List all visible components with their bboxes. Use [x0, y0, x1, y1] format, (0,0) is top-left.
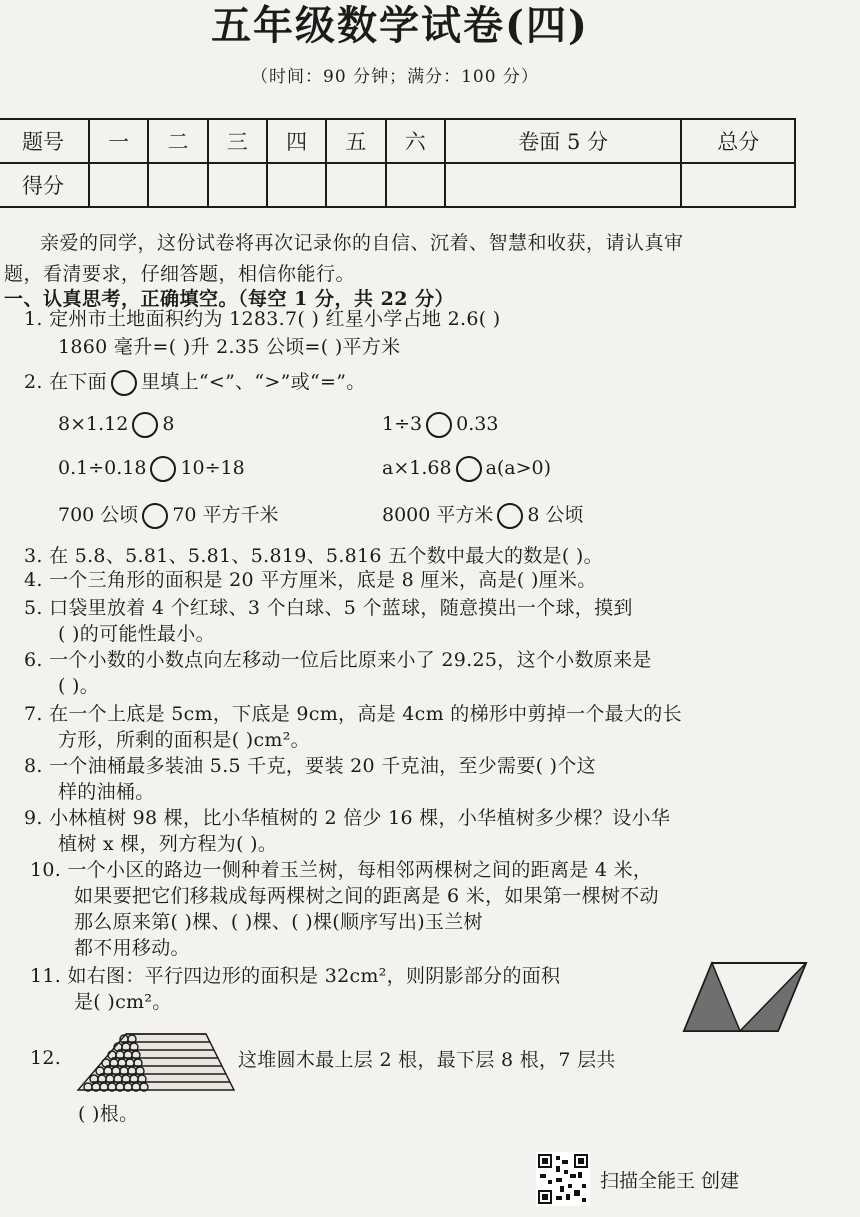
question-5-line2: ( )的可能性最小。 — [58, 623, 215, 645]
compare-circle[interactable] — [132, 412, 158, 438]
shaded-triangle-right — [740, 963, 806, 1031]
score-cell: 卷面 5 分 — [445, 119, 682, 163]
compare-item — [382, 412, 498, 438]
compare-item — [58, 412, 174, 438]
score-cell: 三 — [208, 119, 267, 163]
intro-line: 题，看清要求，仔细答题，相信你能行。 — [4, 263, 356, 285]
parallelogram-figure — [682, 957, 808, 1037]
compare-item — [382, 500, 584, 529]
question-10-line3: 那么原来第( )棵、( )棵、( )棵(顺序写出)玉兰树 — [74, 911, 483, 933]
compare-left: 1÷3 — [382, 413, 423, 435]
scanner-label: 扫描全能王 创建 — [600, 1170, 740, 1192]
compare-left: 8000 平方米 — [382, 504, 494, 526]
compare-right: 70 平方千米 — [172, 504, 279, 526]
score-input-cell[interactable] — [148, 163, 207, 207]
question-10-line4: 都不用移动。 — [74, 937, 190, 959]
intro-paragraph — [4, 228, 810, 290]
exam-subtitle: （时间：90 分钟；满分：100 分） — [251, 67, 539, 87]
question-11-line2: 是( )cm²。 — [74, 991, 172, 1013]
compare-right: 8 — [162, 413, 175, 435]
question-12-number: 12. — [30, 1047, 62, 1069]
question-6-line1: 6. 一个小数的小数点向左移动一位后比原来小了 29.25，这个小数原来是 — [24, 649, 652, 671]
page-title: 五年级数学试卷(四) — [211, 2, 589, 49]
question-8-line1: 8. 一个油桶最多装油 5.5 千克，要装 20 千克油，至少需要( )个这 — [24, 755, 596, 777]
question-10-line2: 如果要把它们移栽成每两棵树之间的距离是 6 米，如果第一棵树不动 — [74, 885, 659, 907]
score-input-cell[interactable] — [267, 163, 326, 207]
compare-left: 0.1÷0.18 — [58, 457, 147, 479]
score-input-cell[interactable] — [445, 163, 682, 207]
score-cell: 五 — [326, 119, 385, 163]
qr-code-icon — [536, 1152, 590, 1206]
score-cell: 二 — [148, 119, 207, 163]
compare-circle[interactable] — [497, 503, 523, 529]
compare-left: a×1.68 — [382, 457, 452, 479]
log-pile-figure — [76, 1030, 236, 1096]
question-1-line2: 1860 毫升=( )升 2.35 公顷=( )平方米 — [58, 336, 401, 358]
compare-item — [58, 500, 279, 529]
section-heading: 一、认真思考，正确填空。（每空 1 分，共 22 分） — [4, 288, 455, 310]
shaded-triangle-left — [684, 963, 740, 1031]
score-header-row — [0, 119, 795, 163]
compare-right: 0.33 — [456, 413, 499, 435]
intro-line: 亲爱的同学，这份试卷将再次记录你的自信、沉着、智慧和收获，请认真审 — [40, 232, 684, 254]
question-12-line2: ( )根。 — [78, 1103, 139, 1125]
question-2-heading — [24, 368, 366, 396]
question-4: 4. 一个三角形的面积是 20 平方厘米，底是 8 厘米，高是( )厘米。 — [24, 569, 597, 591]
score-table — [0, 118, 796, 208]
compare-right: 10÷18 — [180, 457, 245, 479]
compare-item — [58, 456, 245, 482]
score-input-cell[interactable] — [386, 163, 445, 207]
score-input-cell[interactable] — [208, 163, 267, 207]
question-2-prefix: 2. 在下面 — [24, 371, 107, 393]
compare-right: 8 公顷 — [527, 504, 584, 526]
score-value-row — [0, 163, 795, 207]
question-9-line2: 植树 x 棵，列方程为( )。 — [58, 833, 278, 855]
score-row-label: 得分 — [0, 163, 89, 207]
score-cell: 题号 — [0, 119, 89, 163]
compare-circle[interactable] — [426, 412, 452, 438]
question-3: 3. 在 5.8、5.81、5.81、5.819、5.816 五个数中最大的数是( )。 — [24, 545, 603, 567]
score-cell: 四 — [267, 119, 326, 163]
question-5-line1: 5. 口袋里放着 4 个红球、3 个白球、5 个蓝球，随意摸出一个球，摸到 — [24, 597, 633, 619]
compare-circle[interactable] — [142, 503, 168, 529]
compare-left: 700 公顷 — [58, 504, 139, 526]
question-11-line1: 11. 如右图：平行四边形的面积是 32cm²，则阴影部分的面积 — [30, 965, 561, 987]
score-cell: 六 — [386, 119, 445, 163]
question-9-line1: 9. 小林植树 98 棵，比小华植树的 2 倍少 16 棵，小华植树多少棵？设小华 — [24, 807, 671, 829]
score-input-cell[interactable] — [89, 163, 148, 207]
question-10-line1: 10. 一个小区的路边一侧种着玉兰树，每相邻两棵树之间的距离是 4 米， — [30, 859, 653, 881]
question-12-text: 这堆圆木最上层 2 根，最下层 8 根，7 层共 — [238, 1049, 616, 1071]
compare-circle[interactable] — [456, 456, 482, 482]
question-7-line1: 7. 在一个上底是 5cm，下底是 9cm，高是 4cm 的梯形中剪掉一个最大的长 — [24, 703, 682, 725]
question-7-line2: 方形，所剩的面积是( )cm²。 — [58, 729, 310, 751]
scanner-watermark — [536, 1152, 776, 1206]
question-6-line2: ( )。 — [58, 675, 100, 697]
compare-item — [382, 456, 551, 482]
compare-left: 8×1.12 — [58, 413, 129, 435]
score-input-cell[interactable] — [681, 163, 795, 207]
score-cell: 一 — [89, 119, 148, 163]
question-8-line2: 样的油桶。 — [58, 781, 155, 803]
score-cell: 总分 — [681, 119, 795, 163]
circle-icon — [111, 370, 137, 396]
score-input-cell[interactable] — [326, 163, 385, 207]
question-1-line1: 1. 定州市土地面积约为 1283.7( ) 红星小学占地 2.6( ) — [24, 308, 501, 330]
compare-circle[interactable] — [150, 456, 176, 482]
question-2-suffix: 里填上“<”、“>”或“=”。 — [140, 371, 366, 393]
compare-right: a(a>0) — [485, 457, 552, 479]
